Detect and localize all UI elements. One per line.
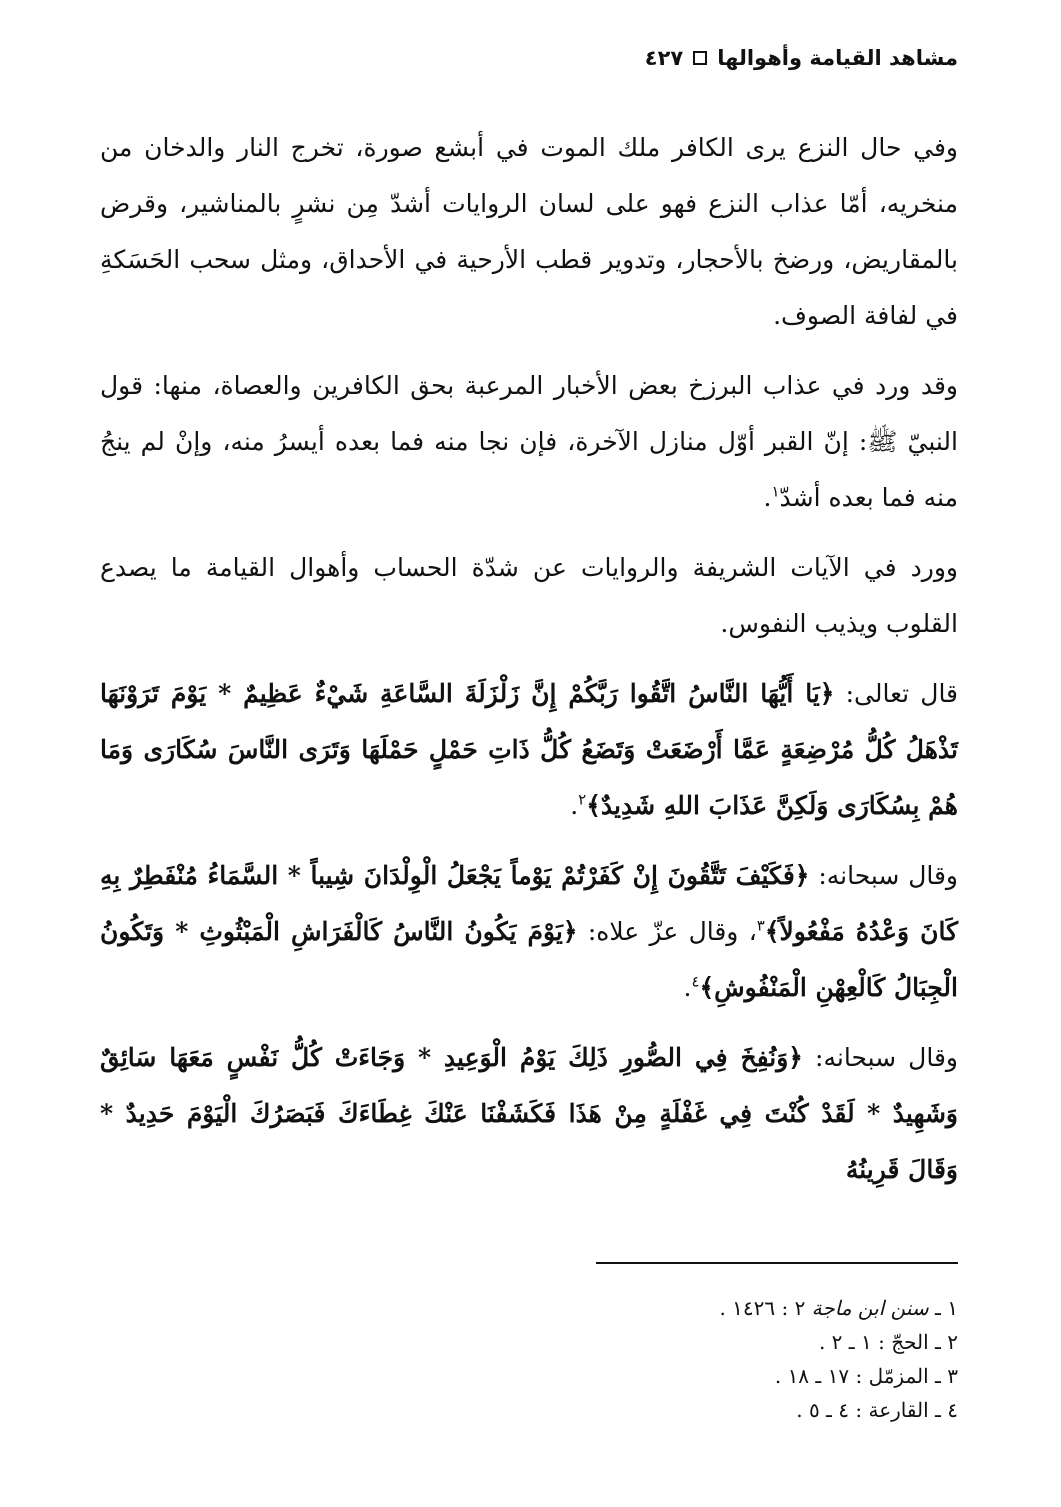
paragraph-text: وقال سبحانه: bbox=[809, 861, 959, 890]
paragraph bbox=[100, 848, 958, 1016]
paragraph bbox=[100, 666, 958, 834]
quran-verse: ﴿فَكَيْفَ تَتَّقُونَ إِنْ كَفَرْتُمْ يَوْماً يَجْعَلُ الْوِلْدَانَ شِيباً * السَّمَاءُ مُنْفَطِرٌ بِهِ كَانَ وَعْدُهُ مَفْعُولاً﴾ bbox=[100, 861, 958, 946]
body-text bbox=[100, 120, 958, 1198]
footnote-item bbox=[100, 1292, 958, 1324]
paragraph-text: قال تعالى: bbox=[834, 679, 959, 708]
page-number: ٤٢٧ bbox=[644, 46, 684, 70]
footnote-number: ١ ـ bbox=[928, 1296, 958, 1320]
footnote-reference: ٢ : ١٤٢٦ . bbox=[719, 1296, 806, 1320]
footnote-item bbox=[100, 1360, 958, 1392]
quran-verse: ﴿يَوْمَ يَكُونُ النَّاسُ كَالْفَرَاشِ الْمَبْثُوثِ * وَتَكُونُ الْجِبَالُ كَالْعِهْنِ الْمَنْفُوشِ﴾ bbox=[100, 917, 958, 1002]
footnote-number: ٢ ـ bbox=[928, 1330, 958, 1354]
paragraph bbox=[100, 358, 958, 526]
paragraph-text: وفي حال النزع يرى الكافر ملك الموت في أبشع صورة، تخرج النار والدخان من منخريه، أمّا عذاب النزع فهو على لسان الروايات أشدّ مِن نشرٍ بالمناشير، وقرض بالمقاريض، ورضخ بالأحجار، وتدوير قطب الأرحية في الأحداق، ومثل سحب الحَسَكةِ في لفافة الصوف. bbox=[100, 133, 958, 330]
footnote-number: ٣ ـ bbox=[928, 1364, 958, 1388]
footnote-reference: القارعة : ٤ ـ ٥ . bbox=[796, 1398, 929, 1422]
paragraph bbox=[100, 1030, 958, 1198]
quran-verse: ﴿يَا أَيُّهَا النَّاسُ اتَّقُوا رَبَّكُمْ إِنَّ زَلْزَلَةَ السَّاعَةِ شَيْءٌ عَظِيمٌ * يَوْمَ تَرَوْنَهَا تَذْهَلُ كُلُّ مُرْضِعَةٍ عَمَّا أَرْضَعَتْ وَتَضَعُ كُلُّ ذَاتِ حَمْلٍ حَمْلَهَا وَتَرَى النَّاسَ سُكَارَى وَمَا هُمْ بِسُكَارَى وَلَكِنَّ عَذَابَ اللهِ شَدِيدٌ﴾ bbox=[100, 679, 958, 820]
footnotes bbox=[100, 1292, 958, 1426]
footnote-separator bbox=[596, 1262, 958, 1264]
running-header bbox=[100, 38, 958, 78]
paragraph-text: . bbox=[763, 483, 772, 512]
paragraph-text: وقال سبحانه: bbox=[802, 1043, 958, 1072]
footnote-ref: ٣ bbox=[756, 916, 765, 935]
header-square-icon bbox=[693, 51, 707, 65]
paragraph-text: وقد ورد في عذاب البرزخ بعض الأخبار المرعبة بحق الكافرين والعصاة، منها: قول النبيّ ﷺ: إنّ القبر أوّل منازل الآخرة، فإن نجا منه فما بعده أيسرُ منه، وإنْ لم ينجُ منه فما بعده أشدّ bbox=[100, 371, 958, 512]
footnote-number: ٤ ـ bbox=[928, 1398, 958, 1422]
book-page bbox=[100, 38, 958, 1478]
paragraph-text: . bbox=[683, 973, 692, 1002]
footnote-reference: الحجّ : ١ ـ ٢ . bbox=[818, 1330, 929, 1354]
quran-verse: ﴿وَنُفِخَ فِي الصُّورِ ذَلِكَ يَوْمُ الْوَعِيدِ * وَجَاءَتْ كُلُّ نَفْسٍ مَعَهَا سَائِقٌ وَشَهِيدٌ * لَقَدْ كُنْتَ فِي غَفْلَةٍ مِنْ هَذَا فَكَشَفْنَا عَنْكَ غِطَاءَكَ فَبَصَرُكَ الْيَوْمَ حَدِيدٌ * وَقَالَ قَرِينُهُ bbox=[100, 1043, 958, 1184]
footnote-item bbox=[100, 1394, 958, 1426]
paragraph-text: ، وقال عزّ علاه: bbox=[577, 917, 757, 946]
paragraph bbox=[100, 540, 958, 652]
footnote-ref: ٢ bbox=[578, 790, 587, 809]
paragraph-text: . bbox=[570, 791, 579, 820]
paragraph-text: وورد في الآيات الشريفة والروايات عن شدّة الحساب وأهوال القيامة ما يصدع القلوب ويذيب النفوس. bbox=[100, 553, 958, 638]
paragraph bbox=[100, 120, 958, 344]
footnote-source: سنن ابن ماجة bbox=[805, 1296, 929, 1320]
footnote-reference: المزمّل : ١٧ ـ ١٨ . bbox=[774, 1364, 929, 1388]
footnote-item bbox=[100, 1326, 958, 1358]
footnote-ref: ١ bbox=[771, 482, 780, 501]
footnote-ref: ٤ bbox=[691, 972, 700, 991]
chapter-title: مشاهد القيامة وأهوالها bbox=[717, 46, 958, 70]
